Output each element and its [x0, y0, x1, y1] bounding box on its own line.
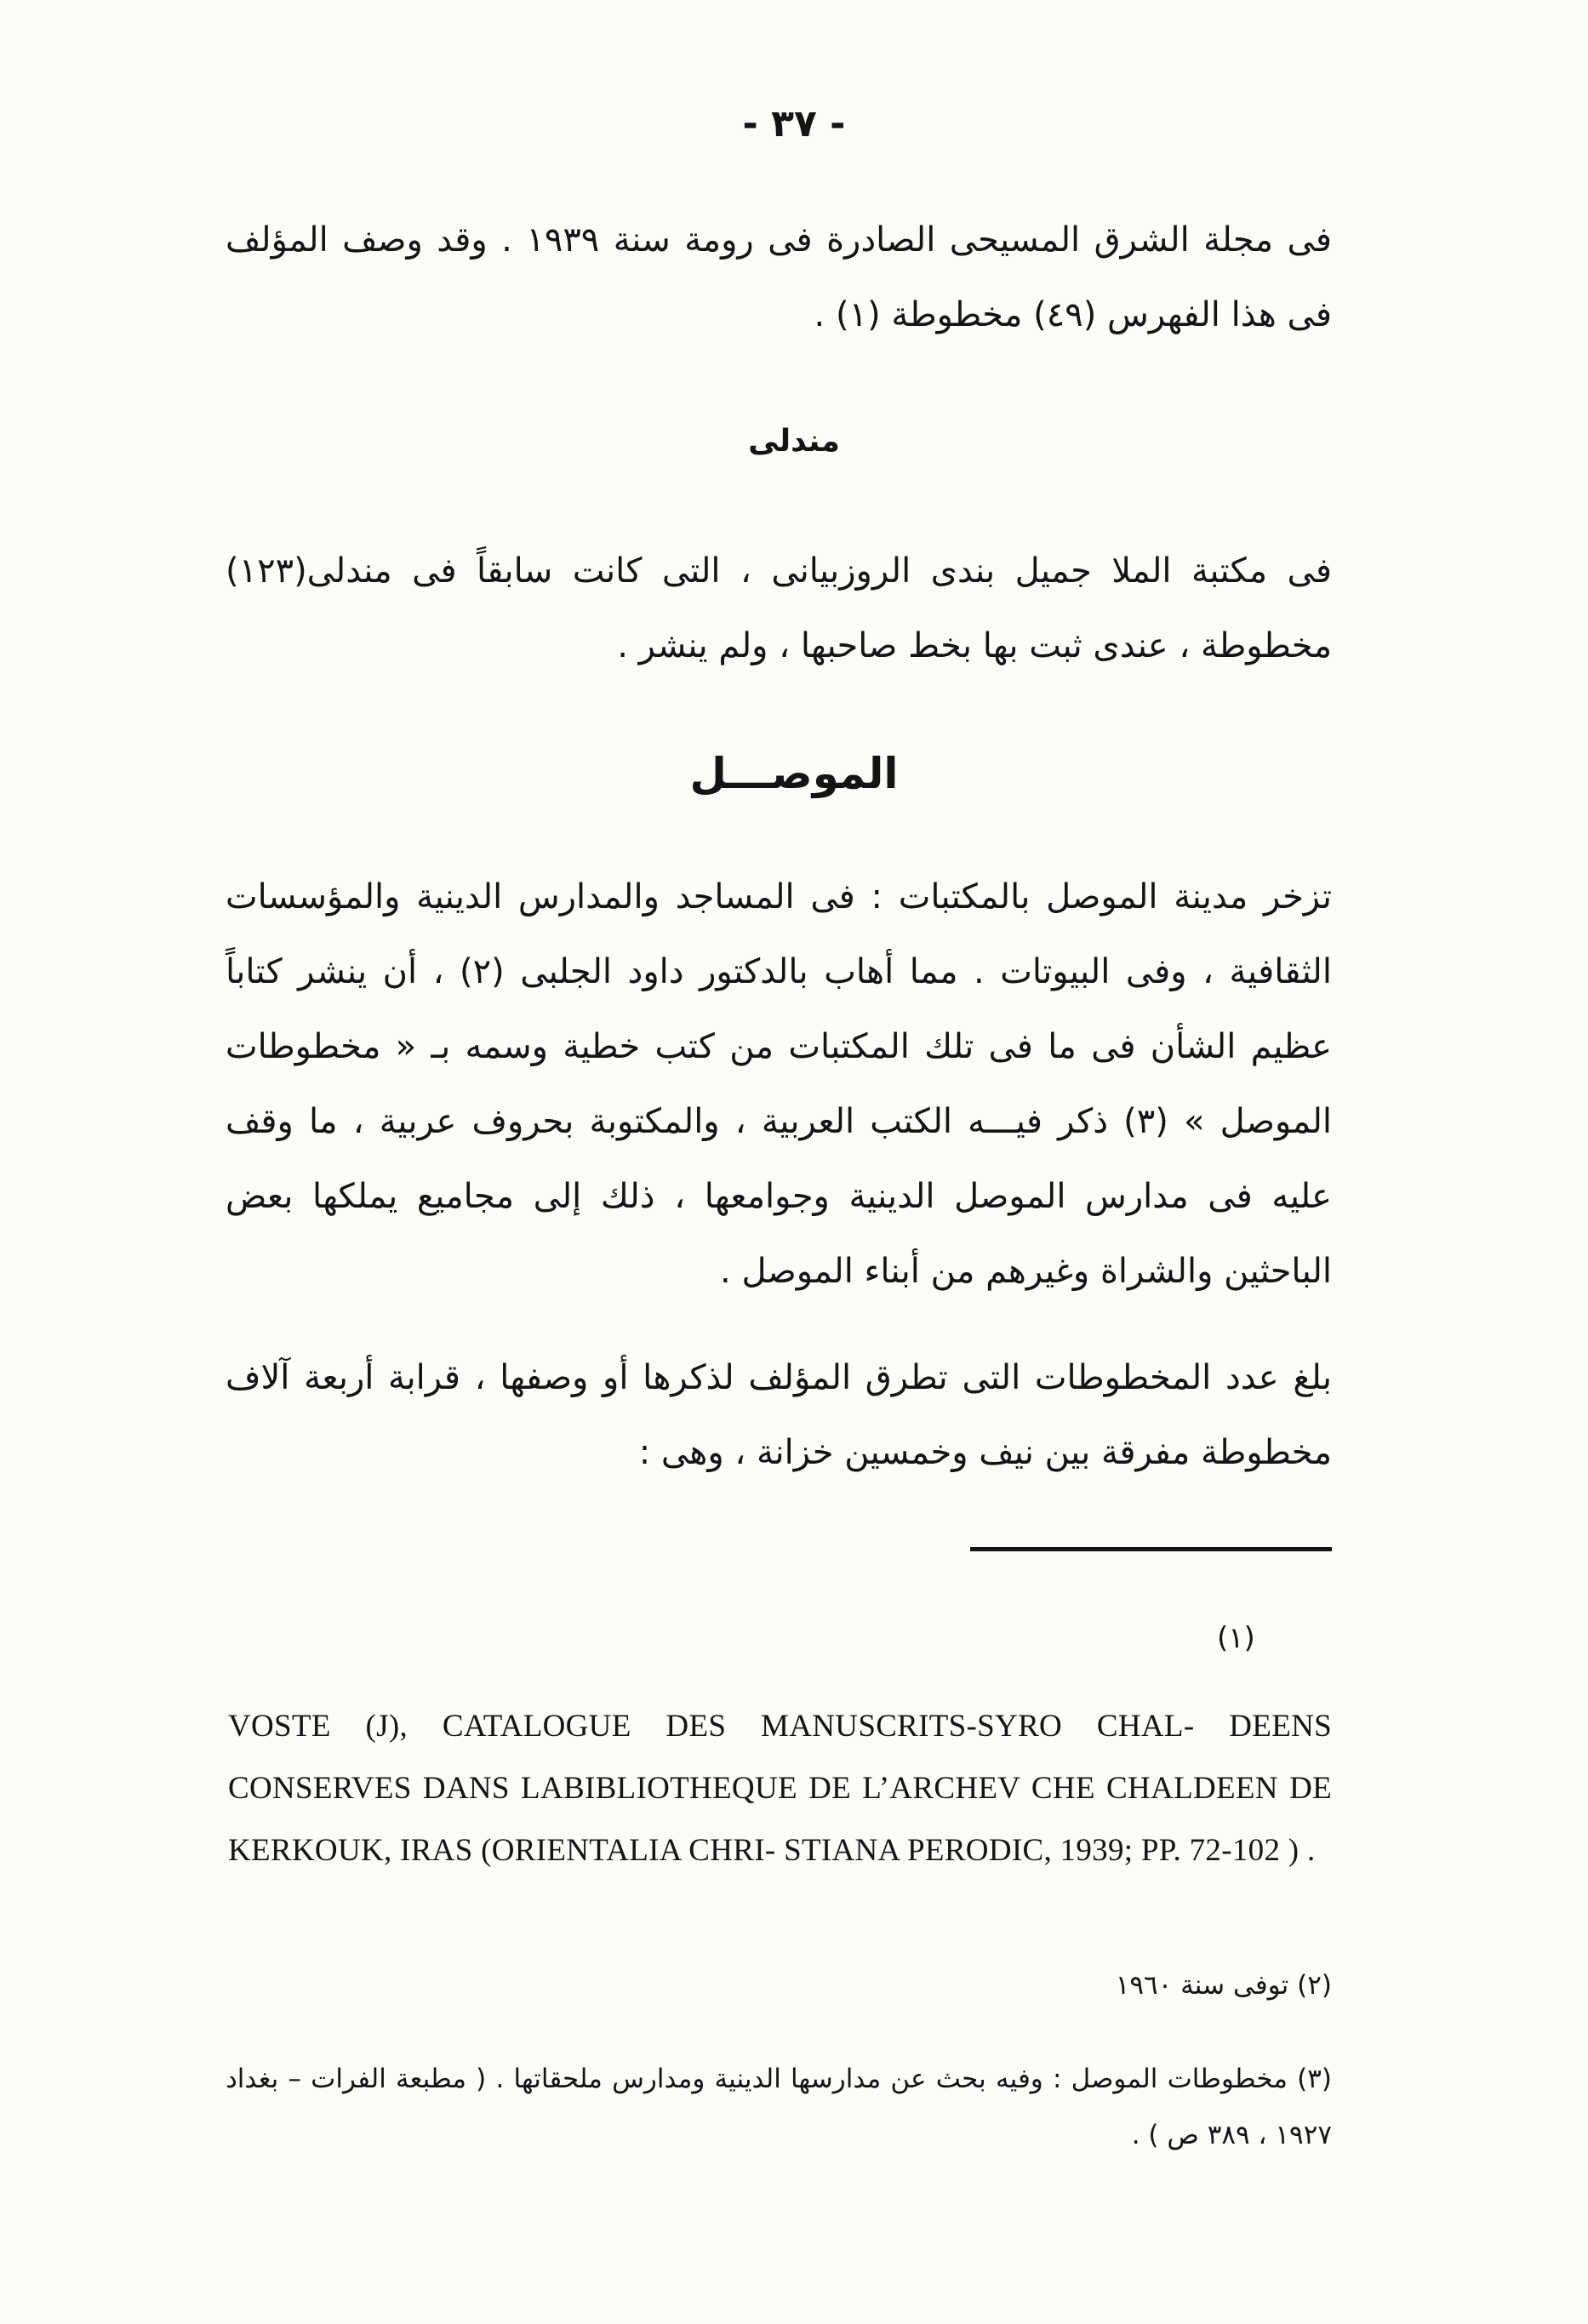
footnote-1-text: VOSTE (J), CATALOGUE DES MANUSCRITS-SYRO CHAL- DEENS CONSERVES DANS LABIBLIOTHEQUE DE L’ARCHEV CHE CHALDEEN DE KERKOUK, IRAS (ORIENTALIA CHRI- STIANA PERODIC, 1939; PP. 72-102 ) .: [228, 1709, 1332, 1868]
page-number: - ٣٧ -: [742, 102, 846, 146]
mosul-paragraph-2-block: [226, 1340, 1332, 1490]
section-heading-mandali: مندلى: [748, 424, 840, 459]
mosul-paragraph-1-block: [226, 859, 1332, 1309]
footnote-2-text: (٢) توفى سنة ١٩٦٠: [1115, 1970, 1332, 2001]
intro-paragraph-block: [226, 203, 1332, 352]
mandali-paragraph-block: [226, 534, 1332, 683]
footnote-3-text: (٣) مخطوطات الموصل : وفيه بحث عن مدارسها الدينية ومدارس ملحقاتها . ( مطبعة الفرات – بغداد ١٩٢٧ ، ٣٨٩ ص ) .: [226, 2064, 1332, 2150]
mosul-paragraph-1: تزخر مدينة الموصل بالمكتبات : فى المساجد والمدارس الدينية والمؤسسات الثقافية ، وفى البيوتات . مما أهاب بالدكتور داود الجلبى (٢) ، أن ينشر كتاباً عظيم الشأن فى ما فى تلك المكتبات من كتب خطية وسمه بـ « مخطوطات الموصل » (٣) ذكر فيـــه الكتب العربية ، والمكتوبة بحروف عربية ، ما وقف عليه فى مدارس الموصل الدينية وجوامعها ، ذلك إلى مجاميع يملكها بعض الباحثين والشراة وغيرهم من أبناء الموصل .: [226, 877, 1332, 1291]
section-heading-mosul: الموصـــل: [689, 749, 899, 798]
footnote-3-block: [226, 2051, 1332, 2163]
footnote-1-number: (١): [1217, 1621, 1255, 1655]
mosul-paragraph-2: بلغ عدد المخطوطات التى تطرق المؤلف لذكرها أو وصفها ، قرابة أربعة آلاف مخطوطة مفرقة بين نيف وخمسين خزانة ، وهى :: [226, 1358, 1332, 1472]
mandali-paragraph: فى مكتبة الملا جميل بندى الروزبيانى ، التى كانت سابقاً فى مندلى(١٢٣) مخطوطة ، عندى ثبت بها بخط صاحبها ، ولم ينشر .: [226, 551, 1332, 665]
footnote-2-block: [226, 1957, 1332, 2013]
intro-paragraph: فى مجلة الشرق المسيحى الصادرة فى رومة سنة ١٩٣٩ . وقد وصف المؤلف فى هذا الفهرس (٤٩) مخطوطة (١) .: [226, 220, 1332, 334]
footnote-separator: [970, 1547, 1332, 1551]
